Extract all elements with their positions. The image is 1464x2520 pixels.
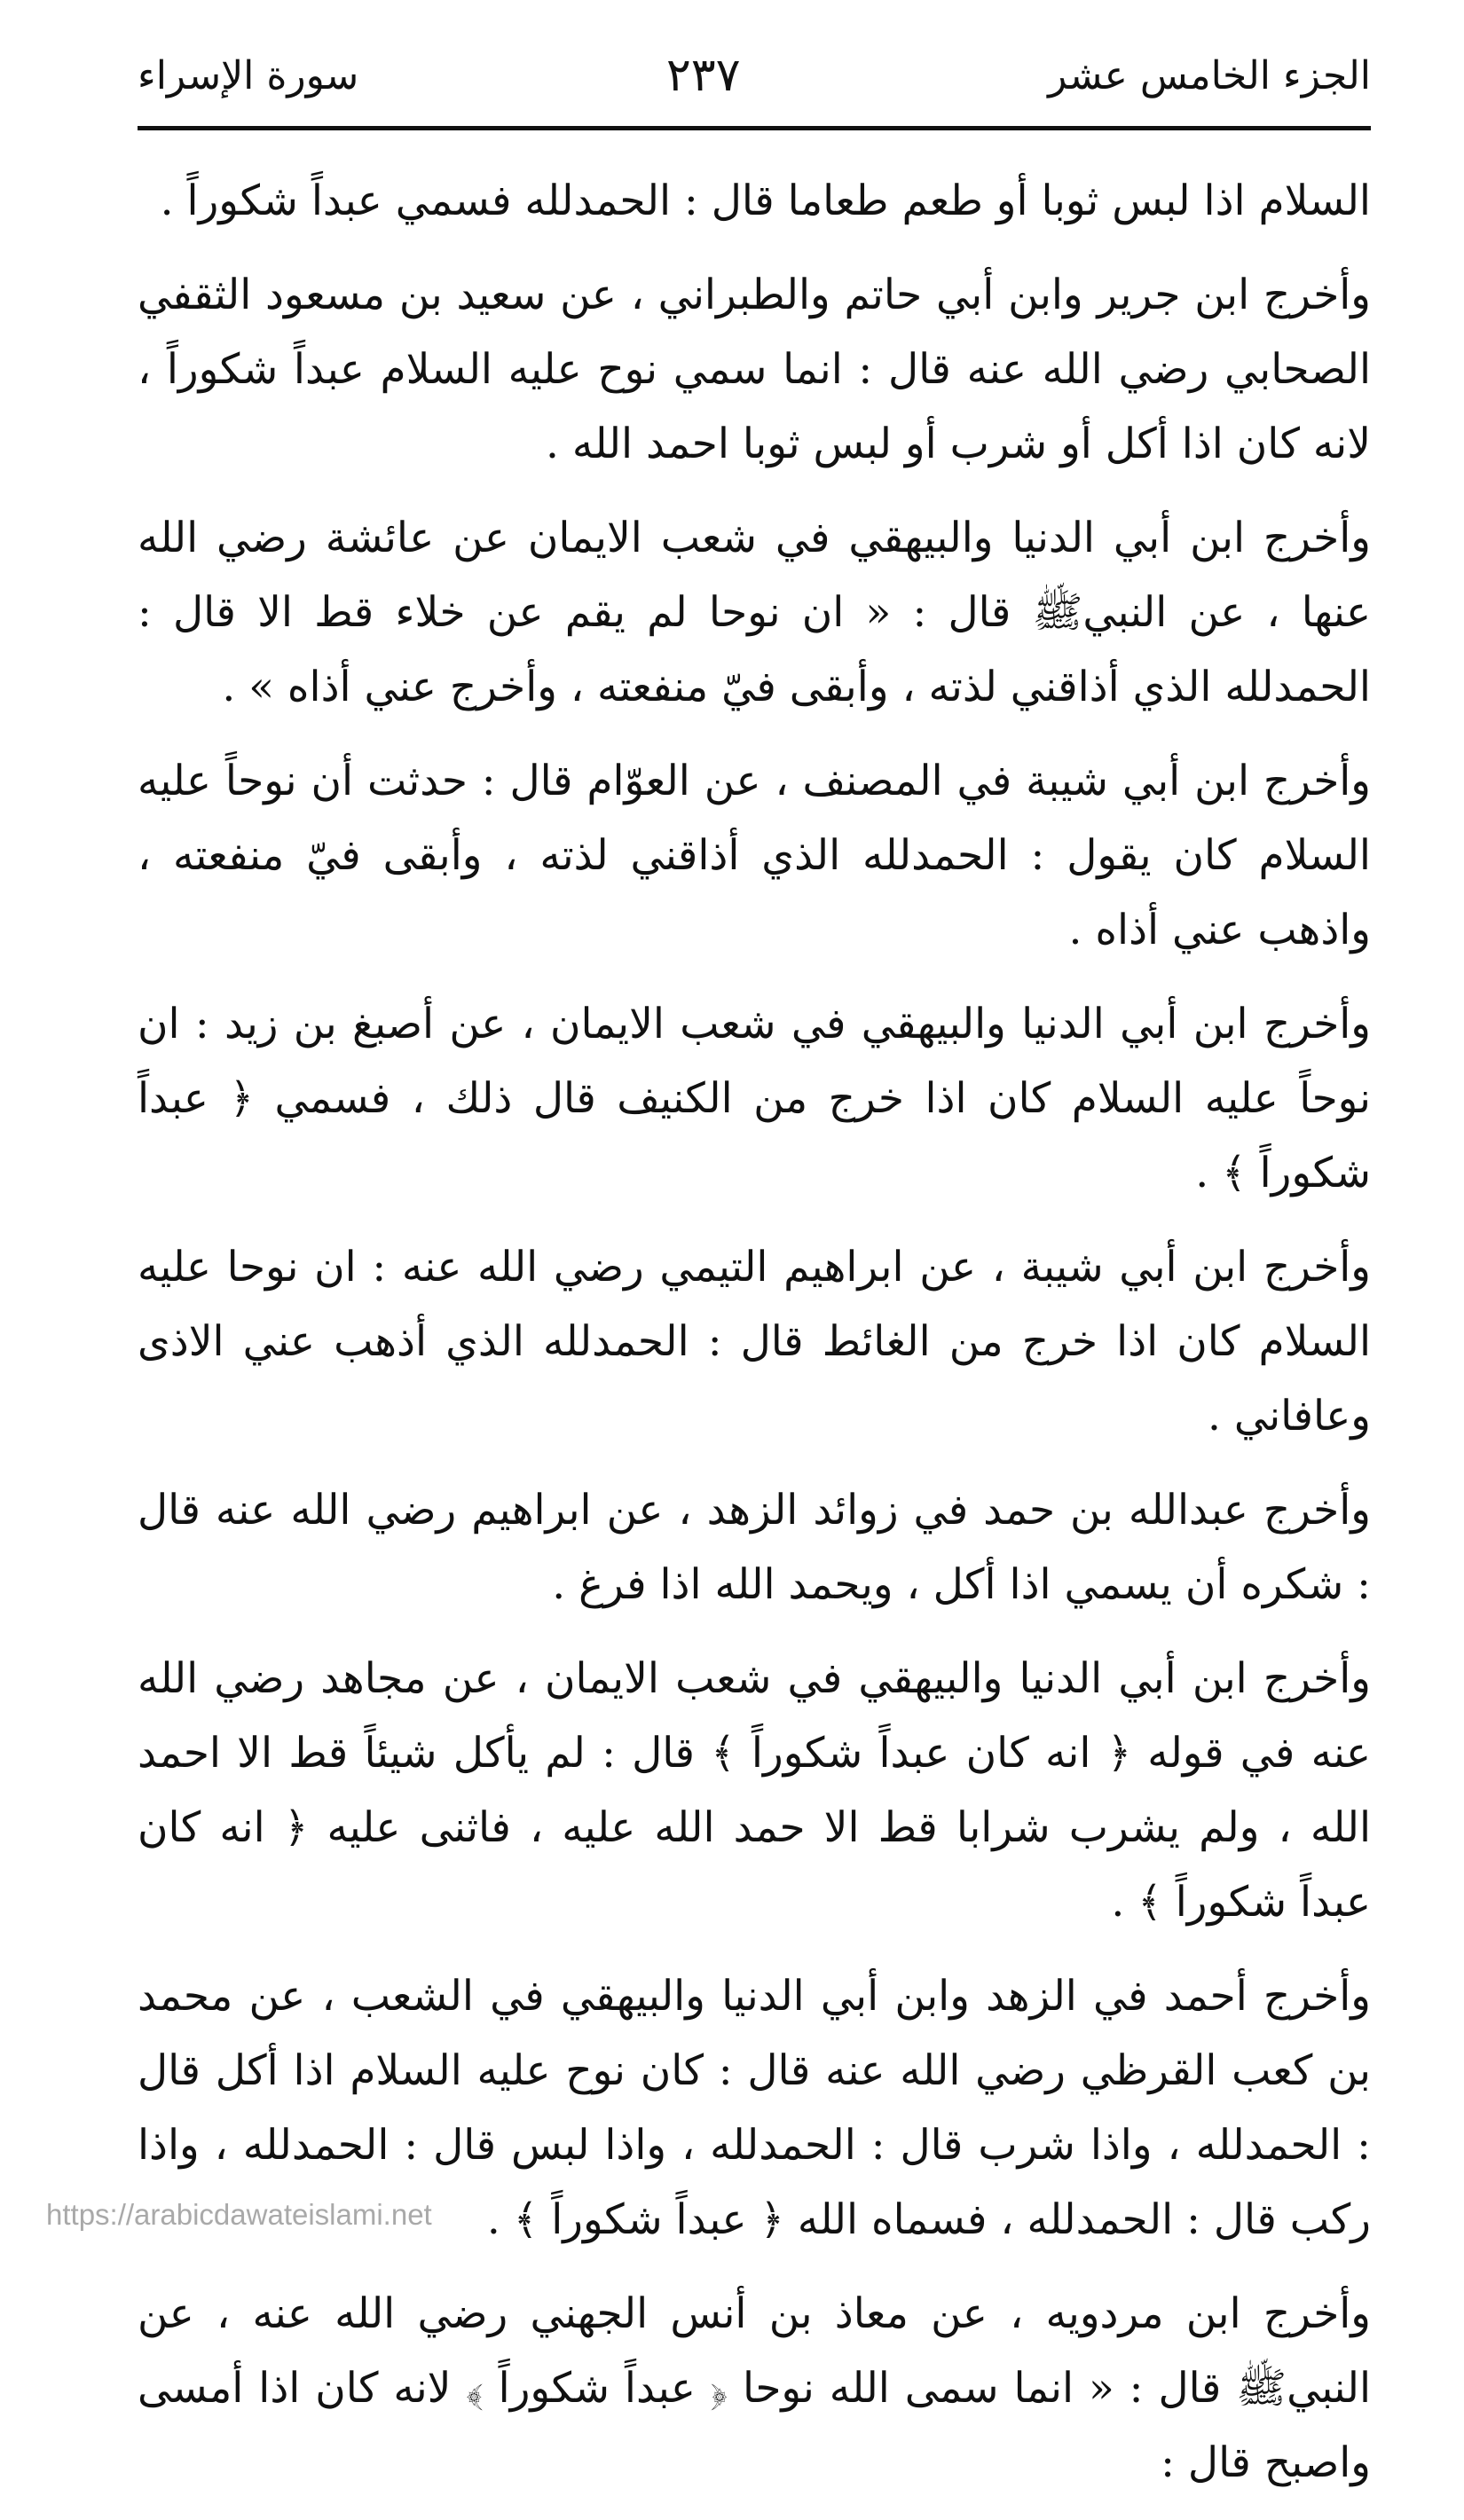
paragraph: وأخرج ابن أبي الدنيا والبيهقي في شعب الايمان ، عن أصبغ بن زيد : ان نوحاً عليه السلام كان اذا خرج من الكنيف قال ذلك ، فسمي ﴿ عبداً شكوراً ﴾ . — [138, 1000, 1371, 1197]
header-page-number: ٢٣٧ — [665, 49, 741, 102]
paragraph: وأخرج ابن أبي الدنيا والبيهقي في شعب الايمان ، عن مجاهد رضي الله عنه في قوله ﴿ انه كان عبداً شكوراً ﴾ قال : لم يأكل شيئاً قط الا احمد الله ، ولم يشرب شرابا قط الا حمد الله عليه ، فاثنى عليه ﴿ انه كان عبداً شكوراً ﴾ . — [138, 1654, 1371, 1927]
paragraph: وأخرج ابن جرير وابن أبي حاتم والطبراني ، عن سعيد بن مسعود الثقفي الصحابي رضي الله عنه قال : انما سمي نوح عليه السلام عبداً شكوراً ، لانه كان اذا أكل أو شرب أو لبس ثوبا احمد الله . — [138, 271, 1371, 468]
header-rule — [138, 126, 1371, 130]
watermark-url: https://arabicdawateislami.net — [46, 2198, 432, 2231]
paragraph: وأخرج أحمد في الزهد وابن أبي الدنيا والبيهقي في الشعب ، عن محمد بن كعب القرظي رضي الله عنه قال : كان نوح عليه السلام اذا أكل قال : الحمدلله ، واذا شرب قال : الحمدلله ، واذا لبس قال : الحمدلله ، واذا ركب قال : الحمدلله ، فسماه الله ﴿ عبداً شكوراً ﴾ . — [138, 1972, 1371, 2244]
paragraph: وأخرج ابن أبي شيبة في المصنف ، عن العوّام قال : حدثت أن نوحاً عليه السلام كان يقول : الحمدلله الذي أذاقني لذته ، وأبقى فيّ منفعته ، واذهب عني أذاه . — [138, 757, 1371, 954]
page-header — [138, 35, 1371, 115]
paragraph: وأخرج ابن أبي الدنيا والبيهقي في شعب الايمان عن عائشة رضي الله عنها ، عن النبيﷺ قال : « ان نوحا لم يقم عن خلاء قط الا قال : الحمدلله الذي أذاقني لذته ، وأبقى فيّ منفعته ، وأخرج عني أذاه » . — [138, 514, 1371, 711]
paragraph: وأخرج عبدالله بن حمد في زوائد الزهد ، عن ابراهيم رضي الله عنه قال : شكره أن يسمي اذا أكل ، ويحمد الله اذا فرغ . — [138, 1486, 1371, 1609]
paragraph: السلام اذا لبس ثوبا أو طعم طعاما قال : الحمدلله فسمي عبداً شكوراً . — [160, 177, 1371, 225]
paragraph: وأخرج ابن أبي شيبة ، عن ابراهيم التيمي رضي الله عنه : ان نوحا عليه السلام كان اذا خرج من الغائط قال : الحمدلله الذي أذهب عني الاذى وعافاني . — [138, 1243, 1371, 1441]
page-body — [138, 164, 1371, 2520]
paragraph: وأخرج ابن مردويه ، عن معاذ بن أنس الجهني رضي الله عنه ، عن النبيﷺ قال : « انما سمى الله نوحا ﴿ عبداً شكوراً ﴾ لانه كان اذا أمسى واصبح قال : — [138, 2289, 1371, 2487]
header-part-title: الجزء الخامس عشر — [1048, 52, 1371, 98]
header-surah-title: سورة الإسراء — [138, 52, 359, 98]
